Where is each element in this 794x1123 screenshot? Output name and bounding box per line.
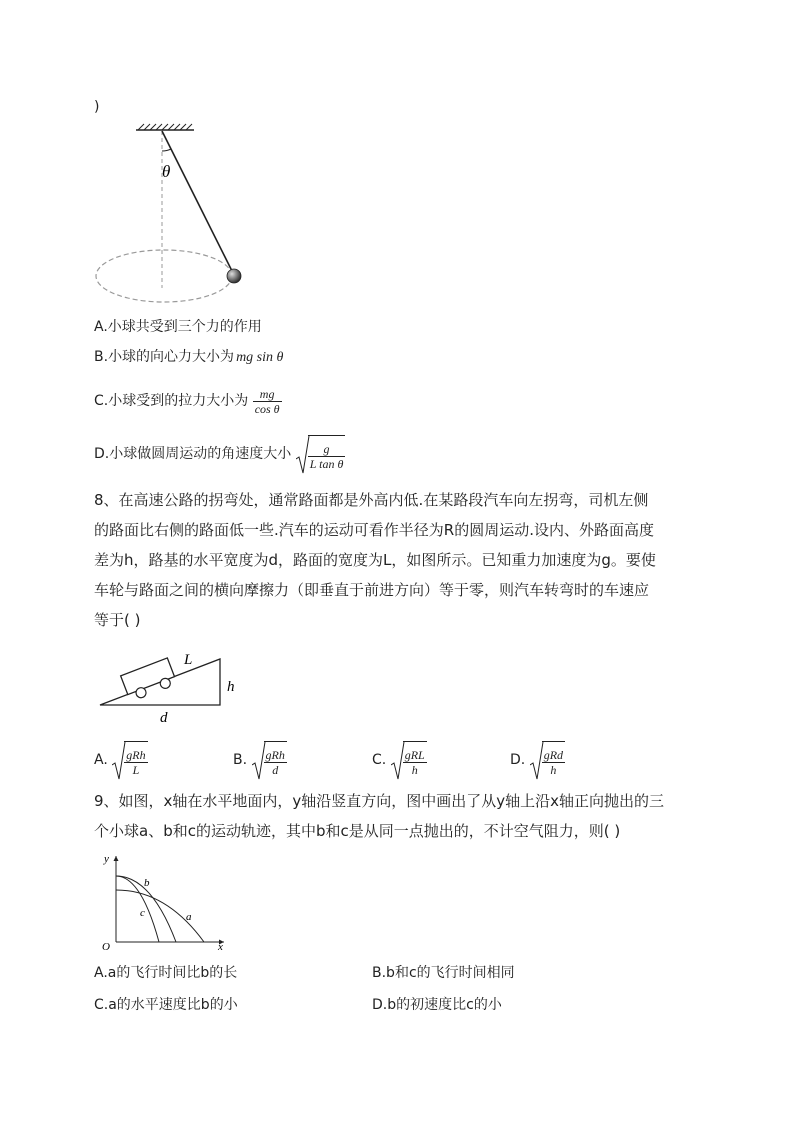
prev-option-a bbox=[94, 317, 262, 337]
question-9-line: 9、如图，x轴在水平地面内，y轴沿竖直方向，图中画出了从y轴上沿x轴正向抛出的三 bbox=[94, 792, 665, 810]
axis-y-label: y bbox=[104, 853, 109, 865]
q9-option-a: A.a的飞行时间比b的长 bbox=[94, 965, 238, 981]
theta-label: θ bbox=[162, 162, 171, 181]
square-root bbox=[296, 435, 346, 473]
square-root bbox=[252, 741, 287, 779]
option-prefix: C. bbox=[94, 393, 109, 409]
option-prefix: D. bbox=[94, 446, 110, 462]
square-root bbox=[530, 741, 565, 779]
q8-option-c bbox=[372, 740, 427, 780]
origin-label: O bbox=[102, 941, 110, 953]
curve-b-label: b bbox=[144, 877, 150, 889]
q9-option-d: D.b的初速度比c的小 bbox=[372, 997, 502, 1013]
fraction-numerator: gRh bbox=[126, 747, 146, 762]
question-8-line: 等于( ) bbox=[94, 611, 141, 629]
q8-option-b bbox=[233, 740, 287, 780]
question-8-line: 车轮与路面之间的横向摩擦力（即垂直于前进方向）等于零，则汽车转弯时的车速应 bbox=[94, 581, 650, 599]
option-text: 小球共受到三个力的作用 bbox=[107, 319, 262, 335]
question-9 bbox=[94, 786, 694, 846]
fraction bbox=[264, 748, 287, 777]
fraction-denominator: h bbox=[550, 762, 557, 777]
q9-option-b: B.b和c的飞行时间相同 bbox=[372, 965, 515, 981]
fraction-denominator: cos θ bbox=[254, 401, 280, 416]
option-text: 小球做圆周运动的角速度大小 bbox=[109, 446, 292, 462]
option-prefix: D. bbox=[510, 752, 526, 768]
option-text: 小球受到的拉力大小为 bbox=[108, 393, 249, 409]
option-prefix: B. bbox=[94, 349, 109, 365]
fraction-denominator: L tan θ bbox=[309, 456, 344, 471]
banked-road-figure bbox=[94, 640, 254, 730]
option-prefix: A. bbox=[94, 752, 108, 768]
fraction-denominator: L bbox=[132, 762, 140, 777]
fraction-numerator: mg bbox=[253, 387, 282, 402]
fraction bbox=[542, 748, 565, 777]
q8-option-a bbox=[94, 740, 148, 780]
fraction bbox=[253, 387, 282, 416]
q8-option-d bbox=[510, 740, 565, 780]
fraction-numerator: gRd bbox=[543, 747, 564, 762]
option-math: mg sin θ bbox=[236, 350, 284, 365]
square-root bbox=[112, 741, 147, 779]
curve-a-label: a bbox=[186, 911, 192, 923]
fraction-numerator: g bbox=[308, 442, 346, 457]
question-8 bbox=[94, 485, 694, 635]
fraction bbox=[403, 748, 427, 777]
fraction bbox=[124, 748, 147, 777]
option-prefix: C. bbox=[372, 752, 387, 768]
prev-option-c bbox=[94, 382, 282, 420]
curve-c-label: c bbox=[140, 907, 145, 919]
fraction-denominator: h bbox=[411, 762, 418, 777]
label-d: d bbox=[160, 710, 168, 726]
prev-question-tail: ) bbox=[94, 99, 100, 115]
question-8-line: 8、在高速公路的拐弯处，通常路面都是外高内低.在某路段汽车向左拐弯，司机左侧 bbox=[94, 491, 649, 509]
option-text: 小球的向心力大小为 bbox=[108, 349, 235, 365]
prev-option-b bbox=[94, 347, 283, 368]
label-L: L bbox=[184, 652, 193, 668]
prev-option-d bbox=[94, 434, 345, 474]
label-h: h bbox=[227, 679, 235, 695]
axis-x-label: x bbox=[218, 941, 223, 953]
conical-pendulum-figure bbox=[92, 118, 282, 318]
option-prefix: B. bbox=[233, 752, 248, 768]
question-8-line: 差为h，路基的水平宽度为d，路面的宽度为L，如图所示。已知重力加速度为g。要使 bbox=[94, 551, 656, 569]
fraction-denominator: d bbox=[272, 762, 279, 777]
option-prefix: A. bbox=[94, 319, 108, 335]
fraction bbox=[308, 442, 346, 471]
fraction-numerator: gRh bbox=[265, 747, 285, 762]
trajectory-figure bbox=[96, 850, 246, 960]
q9-option-c: C.a的水平速度比b的小 bbox=[94, 997, 238, 1013]
fraction-numerator: gRL bbox=[404, 747, 425, 762]
question-8-line: 的路面比右侧的路面低一些.汽车的运动可看作半径为R的圆周运动.设内、外路面高度 bbox=[94, 521, 654, 539]
question-9-line: 个小球a、b和c的运动轨迹，其中b和c是从同一点抛出的，不计空气阻力，则( ) bbox=[94, 822, 621, 840]
square-root bbox=[391, 741, 427, 779]
